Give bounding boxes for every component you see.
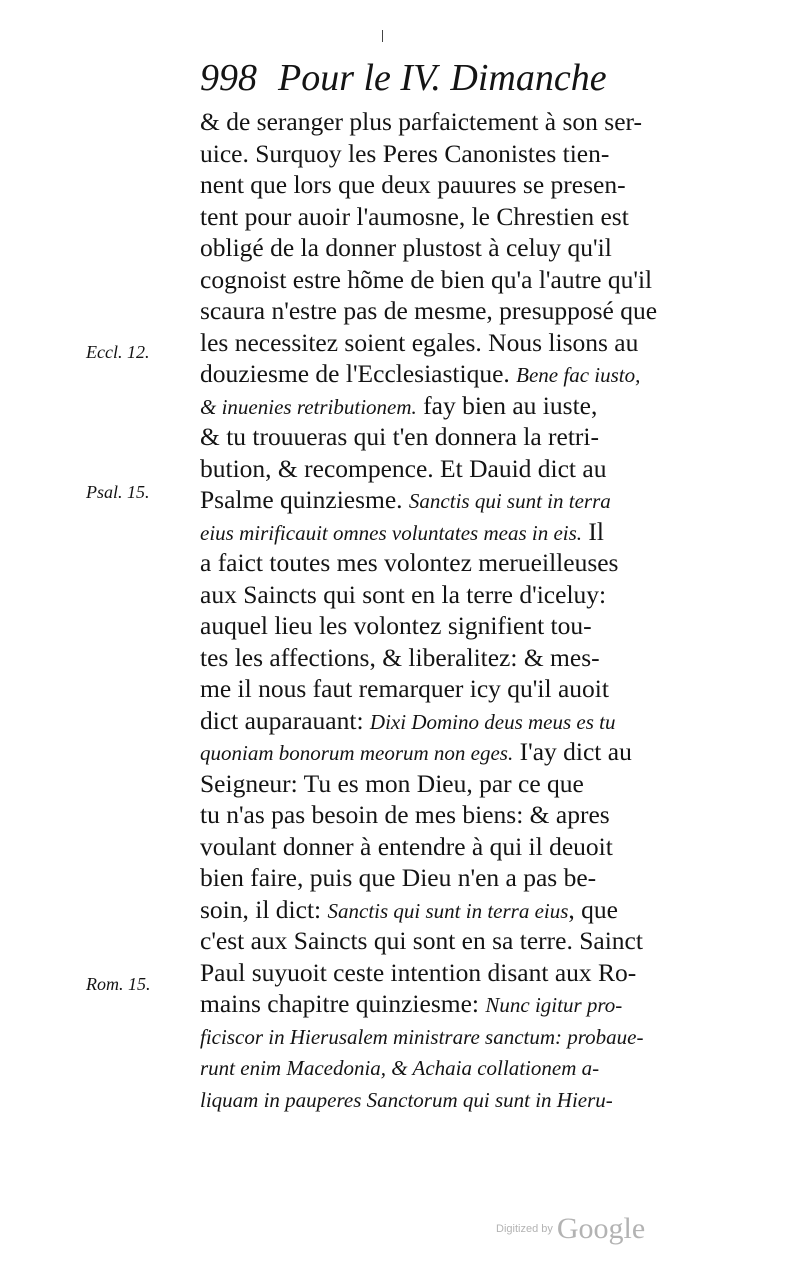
text-segment: Paul suyuoit ceste intention disant aux Ro- [200, 957, 637, 987]
text-segment: tes les affections, & liberalitez: & mes- [200, 642, 600, 672]
text-segment: & tu trouueras qui t'en donnera la retri- [200, 422, 599, 451]
text-line [200, 768, 720, 800]
text-line [200, 106, 720, 138]
text-line [200, 894, 720, 926]
text-line [200, 925, 720, 957]
latin-quote: Dixi Domino deus meus es tu [369, 709, 616, 734]
text-segment: a faict toutes mes volontez merueilleuses [200, 548, 619, 577]
text-segment: tu n'as pas besoin de mes biens: & apres [200, 800, 610, 829]
text-segment: obligé de la donner plustost à celuy qu'il [200, 233, 612, 262]
watermark-logo: Google [556, 1212, 646, 1245]
text-line [200, 390, 720, 422]
latin-quote: ficiscor in Hierusalem ministrare sanctum: probaue- [200, 1024, 644, 1049]
watermark-small: Digitized by [496, 1223, 553, 1235]
text-line [200, 862, 720, 894]
text-line [200, 736, 720, 768]
text-segment: & de seranger plus parfaictement à son ser- [200, 107, 643, 136]
text-segment: I'ay dict au [513, 737, 632, 766]
text-line [200, 673, 720, 705]
text-segment: cognoist estre hõme de bien qu'a l'autre qu'il [200, 264, 653, 294]
text-line [200, 484, 720, 516]
page-mark [382, 30, 383, 42]
text-segment: Il [582, 516, 604, 546]
margin-note-rom: Rom. 15. [86, 974, 151, 994]
text-line [200, 453, 720, 485]
text-segment: fay bien au iuste, [416, 390, 598, 420]
margin-note-psal: Psal. 15. [86, 482, 150, 502]
text-line [200, 232, 720, 264]
page-number: 998 [200, 57, 257, 99]
text-segment: auquel lieu les volontez signifient tou- [200, 611, 592, 640]
text-segment: Psalme quinziesme. [200, 485, 409, 514]
text-segment: nent que lors que deux pauures se presen- [200, 170, 626, 199]
text-segment: bution, & recompence. Et Dauid dict au [200, 453, 607, 483]
text-line [200, 295, 720, 327]
text-line [200, 169, 720, 201]
text-segment: mains chapitre quinziesme: [200, 989, 486, 1018]
latin-quote: liquam in pauperes Sanctorum qui sunt in Hieru- [200, 1087, 613, 1112]
text-segment: c'est aux Saincts qui sont en sa terre. Sainct [200, 926, 643, 955]
text-line [200, 516, 720, 548]
text-segment: scaura n'estre pas de mesme, presupposé que [200, 296, 658, 325]
text-line [200, 547, 720, 579]
text-line [200, 642, 720, 674]
text-line [200, 1051, 720, 1083]
text-line [200, 201, 720, 233]
text-segment: aux Saincts qui sont en la terre d'iceluy: [200, 579, 607, 609]
latin-quote: Bene fac iusto, [516, 363, 641, 387]
text-line [200, 799, 720, 831]
text-line [200, 421, 720, 453]
text-line [200, 358, 720, 390]
text-segment: les necessitez soient egales. Nous lisons au [200, 327, 639, 357]
text-line [200, 988, 720, 1020]
digitized-watermark [496, 1212, 645, 1246]
running-header [200, 58, 670, 98]
text-segment: Seigneur: Tu es mon Dieu, par ce que [200, 768, 584, 798]
latin-quote: Nunc igitur pro- [485, 993, 623, 1017]
text-line [200, 1083, 720, 1115]
latin-quote: Sanctis qui sunt in terra [408, 489, 611, 513]
text-segment: uice. Surquoy les Peres Canonistes tien- [200, 138, 610, 168]
latin-quote: runt enim Macedonia, & Achaia collationem a- [200, 1056, 600, 1080]
latin-quote: Sanctis qui sunt in terra eius [327, 898, 569, 923]
running-title: Pour le IV. Dimanche [278, 57, 607, 99]
margin-note-eccl: Eccl. 12. [86, 342, 150, 362]
text-segment: voulant donner à entendre à qui il deuoit [200, 831, 613, 861]
body-text [200, 106, 720, 1114]
text-line [200, 610, 720, 642]
text-line [200, 831, 720, 863]
latin-quote: & inuenies retributionem. [200, 394, 417, 419]
text-line [200, 264, 720, 296]
text-segment: tent pour auoir l'aumosne, le Chrestien est [200, 201, 629, 231]
text-line [200, 1020, 720, 1052]
text-segment: dict auparauant: [200, 705, 370, 735]
latin-quote: quoniam bonorum meorum non eges. [200, 741, 514, 765]
text-line [200, 138, 720, 170]
text-line [200, 579, 720, 611]
text-line [200, 957, 720, 989]
text-segment: , que [568, 894, 618, 924]
text-segment: soin, il dict: [200, 894, 328, 924]
text-line [200, 705, 720, 737]
text-segment: douziesme de l'Ecclesiastique. [200, 359, 517, 388]
text-line [200, 327, 720, 359]
text-segment: me il nous faut remarquer icy qu'il auoit [200, 674, 609, 703]
latin-quote: eius mirificauit omnes voluntates meas in eis. [200, 520, 583, 545]
text-segment: bien faire, puis que Dieu n'en a pas be- [200, 863, 597, 892]
